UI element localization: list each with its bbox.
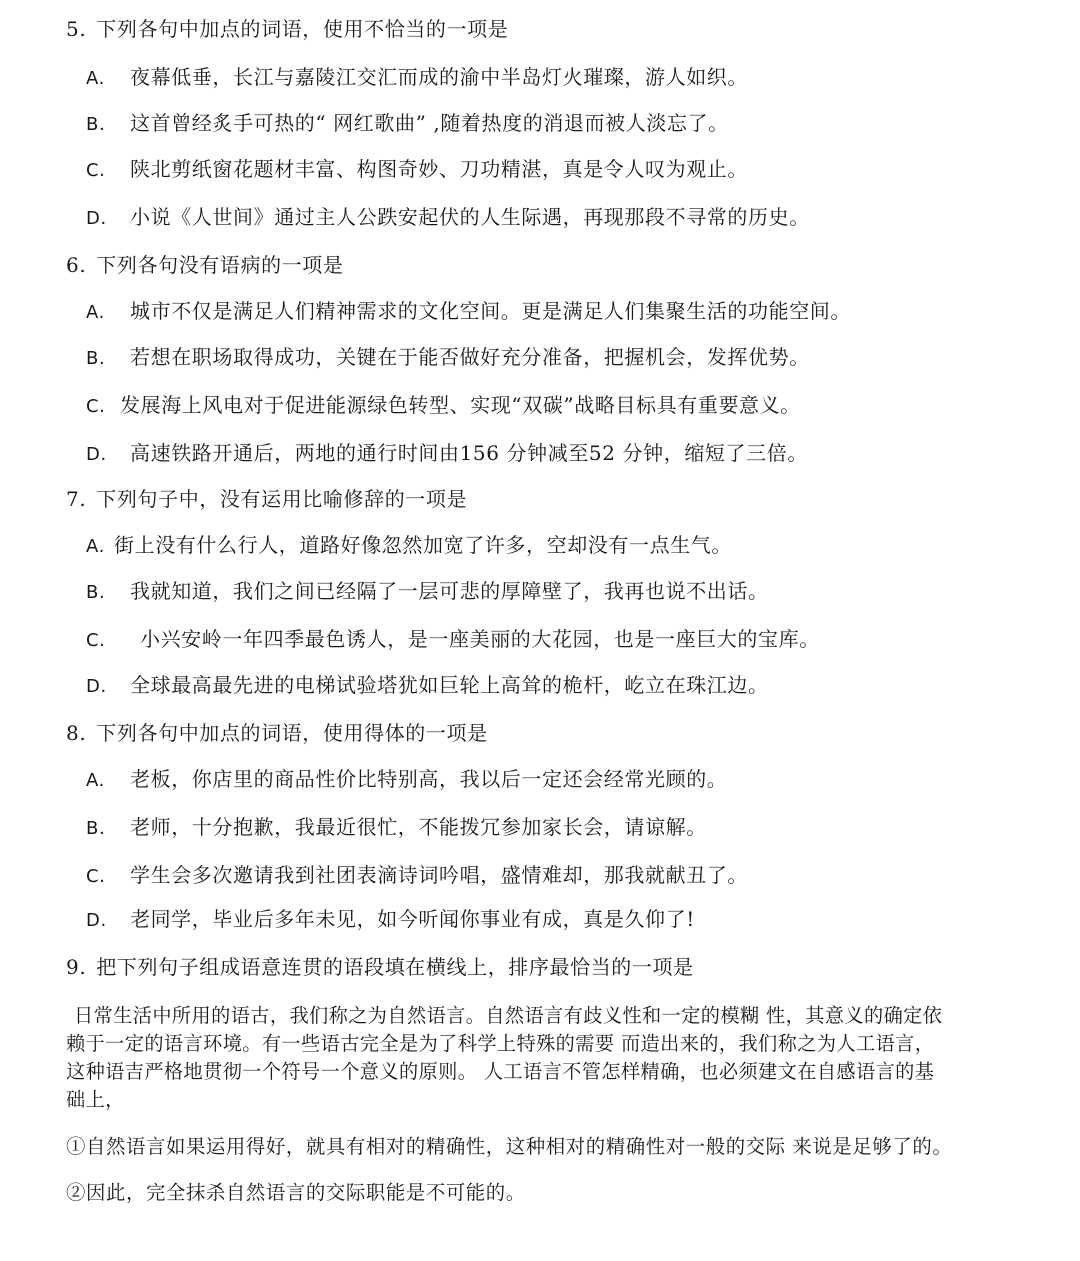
option-letter: D. [86,910,107,931]
option-5c [86,156,748,184]
option-text: 城市不仅是满足人们精神需求的文化空间。更是满足人们集聚生活的功能空间。 [130,299,851,323]
question-7-stem [66,486,467,512]
option-letter: C. [86,866,106,887]
option-letter: D. [86,444,107,465]
option-7d [86,672,769,700]
option-letter: A. [86,536,105,557]
option-text: 全球最高最先进的电梯试验塔犹如巨轮上高耸的桅杆，屹立在珠江边。 [130,673,769,697]
question-9-stem [66,954,694,980]
question-text: 下列句子中，没有运用比喻修辞的一项是 [96,487,468,511]
sentence-item-2: ②因此，完全抹杀自然语言的交际职能是不可能的。 [66,1181,526,1204]
option-6b [86,344,810,372]
option-text: 高速铁路开通后，两地的通行时间由156 分钟减至52 分钟，缩短了三倍。 [130,441,808,465]
option-letter: A. [86,302,105,323]
option-6d [86,440,808,468]
question-text: 下列各句中加点的词语，使用不恰当的一项是 [96,17,509,41]
option-7c [86,626,820,654]
question-text: 下列各句中加点的词语，使用得体的一项是 [96,721,488,745]
option-5b [86,110,729,138]
option-text: 街上没有什么行人，道路好像忽然加宽了许多，空却没有一点生气。 [114,533,732,557]
option-letter: D. [86,676,107,697]
question-number: 6. [66,253,87,277]
option-6c [86,392,801,420]
option-text: 老同学，毕业后多年未见，如今听闻你事业有成，真是久仰了! [130,907,695,931]
option-text: 老师，十分抱歉，我最近很忙，不能拨冗参加家长会，请谅解。 [130,815,707,839]
option-letter: D. [86,208,107,229]
option-letter: C. [86,160,106,181]
option-7b [86,578,769,606]
option-text: 发展海上风电对于促进能源绿色转型、实现“双碳”战略目标具有重要意义。 [120,393,801,417]
question-number: 5. [66,17,87,41]
option-letter: B. [86,114,106,135]
passage-line-1: 日常生活中所用的语古，我们称之为自然语言。自然语言有歧义性和一定的模糊 性，其意义的确定依 [74,1004,943,1027]
sentence-item-1: ①自然语言如果运用得好，就具有相对的精确性，这种相对的精确性对一般的交际 来说是足够了的。 [66,1135,953,1158]
option-text: 陕北剪纸窗花题材丰富、构图奇妙、刀功精湛，真是令人叹为观止。 [130,157,748,181]
option-8c [86,862,748,890]
option-text: 我就知道，我们之间已经隔了一层可悲的厚障壁了，我再也说不出话。 [130,579,769,603]
question-text: 把下列句子组成语意连贯的语段填在横线上，排序最恰当的一项是 [96,955,694,979]
option-8b [86,814,707,842]
option-letter: A. [86,770,105,791]
question-number: 9. [66,955,87,979]
option-6a [86,298,851,326]
option-text: 学生会多次邀请我到社团表滴诗词吟唱，盛情难却，那我就献丑了。 [130,863,748,887]
option-letter: B. [86,582,106,603]
option-letter: A. [86,68,105,89]
option-letter: C. [86,630,106,651]
option-letter: B. [86,818,106,839]
passage-line-4: 础上， [66,1088,125,1111]
option-5a [86,64,748,92]
option-8a [86,766,727,794]
question-6-stem [66,252,344,278]
option-7a [86,532,732,560]
question-number: 7. [66,487,87,511]
option-5d [86,204,810,232]
option-letter: B. [86,348,106,369]
question-8-stem [66,720,488,746]
option-text: 小兴安岭一年四季最色诱人，是一座美丽的大花园，也是一座巨大的宝库。 [140,627,820,651]
option-letter: C. [86,396,106,417]
passage-line-2: 赖于一定的语言环境。有一些语古完全是为了科学上特殊的需要 而造出来的，我们称之为人工语言， [66,1032,935,1055]
option-text: 若想在职场取得成功，关键在于能否做好充分准备，把握机会，发挥优势。 [130,345,810,369]
question-text: 下列各句没有语病的一项是 [96,253,344,277]
option-text: 小说《人世间》通过主人公跌安起伏的人生际遇，再现那段不寻常的历史。 [130,205,810,229]
option-8d [86,906,695,934]
option-text: 老板，你店里的商品性价比特别高，我以后一定还会经常光顾的。 [130,767,728,791]
passage-line-3: 这种语吉严格地贯彻一个符号一个意义的原则。 人工语言不管怎样精确，也必须建文在自感语言的基 [66,1060,935,1083]
question-number: 8. [66,721,87,745]
question-5-stem [66,16,508,42]
option-text: 夜幕低垂，长江与嘉陵江交汇而成的渝中半岛灯火璀璨，游人如织。 [130,65,748,89]
option-text: 这首曾经炙手可热的“ 网红歌曲” ,随着热度的消退而被人淡忘了。 [130,111,729,135]
